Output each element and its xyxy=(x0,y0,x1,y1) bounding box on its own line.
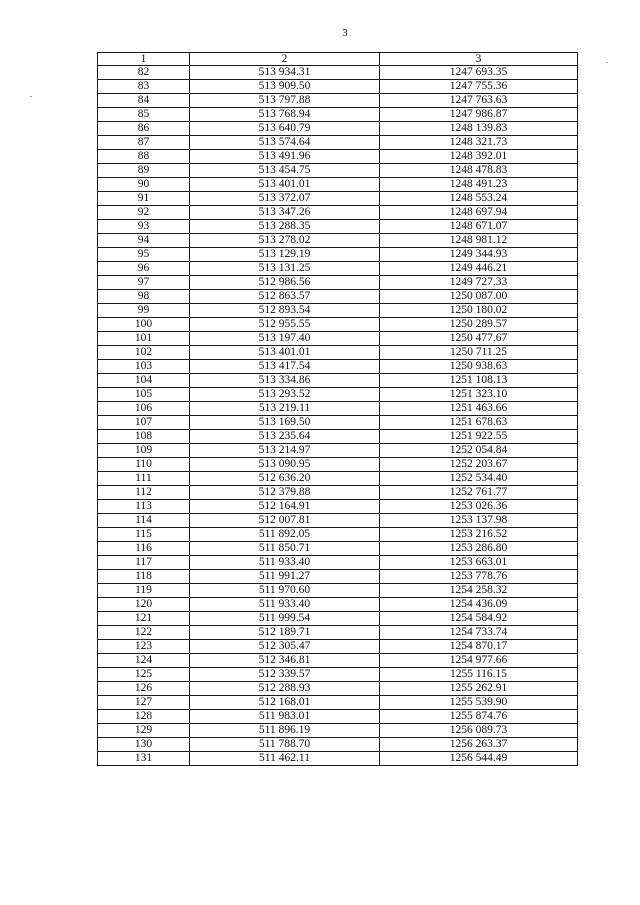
point-number-cell: 119 xyxy=(98,584,190,598)
y-coordinate-cell: 1253 286.80 xyxy=(380,542,578,556)
x-coordinate-cell: 513 197.40 xyxy=(190,332,380,346)
x-coordinate-cell: 513 401.01 xyxy=(190,178,380,192)
point-number-cell: 112 xyxy=(98,486,190,500)
y-coordinate-cell: 1249 446.21 xyxy=(380,262,578,276)
y-coordinate-cell: 1255 262.91 xyxy=(380,682,578,696)
table-row xyxy=(98,514,578,528)
table-row xyxy=(98,164,578,178)
table-row xyxy=(98,570,578,584)
y-coordinate-cell: 1255 539.90 xyxy=(380,696,578,710)
y-coordinate-cell: 1250 711.25 xyxy=(380,346,578,360)
column-header-y-coordinate: 3 xyxy=(380,53,578,66)
x-coordinate-cell: 513 417.54 xyxy=(190,360,380,374)
y-coordinate-cell: 1250 477.67 xyxy=(380,332,578,346)
x-coordinate-cell: 513 169.50 xyxy=(190,416,380,430)
table-row xyxy=(98,290,578,304)
table-row xyxy=(98,220,578,234)
point-number-cell: 91 xyxy=(98,192,190,206)
y-coordinate-cell: 1255 874.76 xyxy=(380,710,578,724)
table-row xyxy=(98,304,578,318)
point-number-cell: 130 xyxy=(98,738,190,752)
y-coordinate-cell: 1251 323.10 xyxy=(380,388,578,402)
y-coordinate-cell: 1249 727.33 xyxy=(380,276,578,290)
x-coordinate-cell: 511 933.40 xyxy=(190,556,380,570)
point-number-cell: 113 xyxy=(98,500,190,514)
table-row xyxy=(98,80,578,94)
point-number-cell: 108 xyxy=(98,430,190,444)
point-number-cell: 104 xyxy=(98,374,190,388)
y-coordinate-cell: 1253 137.98 xyxy=(380,514,578,528)
point-number-cell: 98 xyxy=(98,290,190,304)
y-coordinate-cell: 1252 203.67 xyxy=(380,458,578,472)
table-row xyxy=(98,416,578,430)
table-row xyxy=(98,724,578,738)
x-coordinate-cell: 513 219.11 xyxy=(190,402,380,416)
table-row xyxy=(98,668,578,682)
table-row xyxy=(98,528,578,542)
x-coordinate-cell: 511 991.27 xyxy=(190,570,380,584)
x-coordinate-cell: 513 090.95 xyxy=(190,458,380,472)
x-coordinate-cell: 513 131.25 xyxy=(190,262,380,276)
point-number-cell: 89 xyxy=(98,164,190,178)
y-coordinate-cell: 1247 755.36 xyxy=(380,80,578,94)
x-coordinate-cell: 511 462.11 xyxy=(190,752,380,766)
x-coordinate-cell: 512 955.55 xyxy=(190,318,380,332)
point-number-cell: 131 xyxy=(98,752,190,766)
coordinates-table xyxy=(97,52,578,766)
x-coordinate-cell: 513 768.94 xyxy=(190,108,380,122)
point-number-cell: 129 xyxy=(98,724,190,738)
y-coordinate-cell: 1256 544.49 xyxy=(380,752,578,766)
point-number-cell: 103 xyxy=(98,360,190,374)
x-coordinate-cell: 512 305.47 xyxy=(190,640,380,654)
y-coordinate-cell: 1251 463.66 xyxy=(380,402,578,416)
point-number-cell: 116 xyxy=(98,542,190,556)
y-coordinate-cell: 1252 761.77 xyxy=(380,486,578,500)
table-row xyxy=(98,654,578,668)
y-coordinate-cell: 1251 922.55 xyxy=(380,430,578,444)
y-coordinate-cell: 1250 087.00 xyxy=(380,290,578,304)
point-number-cell: 102 xyxy=(98,346,190,360)
y-coordinate-cell: 1247 986.87 xyxy=(380,108,578,122)
x-coordinate-cell: 513 454.75 xyxy=(190,164,380,178)
table-row xyxy=(98,346,578,360)
y-coordinate-cell: 1254 436.09 xyxy=(380,598,578,612)
x-coordinate-cell: 512 007.81 xyxy=(190,514,380,528)
point-number-cell: 94 xyxy=(98,234,190,248)
y-coordinate-cell: 1253 026.36 xyxy=(380,500,578,514)
y-coordinate-cell: 1248 478.83 xyxy=(380,164,578,178)
point-number-cell: 101 xyxy=(98,332,190,346)
point-number-cell: 84 xyxy=(98,94,190,108)
y-coordinate-cell: 1250 289.57 xyxy=(380,318,578,332)
point-number-cell: 100 xyxy=(98,318,190,332)
y-coordinate-cell: 1253 663.01 xyxy=(380,556,578,570)
x-coordinate-cell: 511 970.60 xyxy=(190,584,380,598)
scan-speck xyxy=(606,62,608,63)
x-coordinate-cell: 511 892.05 xyxy=(190,528,380,542)
table-row xyxy=(98,276,578,290)
y-coordinate-cell: 1254 733.74 xyxy=(380,626,578,640)
column-header-x-coordinate: 2 xyxy=(190,53,380,66)
y-coordinate-cell: 1251 108.13 xyxy=(380,374,578,388)
y-coordinate-cell: 1256 263.37 xyxy=(380,738,578,752)
table-row xyxy=(98,556,578,570)
x-coordinate-cell: 511 999.54 xyxy=(190,612,380,626)
table-header xyxy=(98,53,578,66)
table-row xyxy=(98,178,578,192)
point-number-cell: 105 xyxy=(98,388,190,402)
x-coordinate-cell: 513 278.02 xyxy=(190,234,380,248)
y-coordinate-cell: 1251 678.63 xyxy=(380,416,578,430)
x-coordinate-cell: 513 640.79 xyxy=(190,122,380,136)
x-coordinate-cell: 513 347.26 xyxy=(190,206,380,220)
table-row xyxy=(98,206,578,220)
x-coordinate-cell: 512 288.93 xyxy=(190,682,380,696)
point-number-cell: 86 xyxy=(98,122,190,136)
x-coordinate-cell: 512 636.20 xyxy=(190,472,380,486)
point-number-cell: 97 xyxy=(98,276,190,290)
x-coordinate-cell: 511 933.40 xyxy=(190,598,380,612)
table-row xyxy=(98,738,578,752)
y-coordinate-cell: 1248 139.83 xyxy=(380,122,578,136)
table-row xyxy=(98,332,578,346)
table-row xyxy=(98,584,578,598)
x-coordinate-cell: 513 909.50 xyxy=(190,80,380,94)
table-row xyxy=(98,752,578,766)
table-row xyxy=(98,108,578,122)
x-coordinate-cell: 512 346.81 xyxy=(190,654,380,668)
y-coordinate-cell: 1254 870.17 xyxy=(380,640,578,654)
point-number-cell: 127 xyxy=(98,696,190,710)
table-row xyxy=(98,192,578,206)
point-number-cell: 114 xyxy=(98,514,190,528)
table-row xyxy=(98,696,578,710)
y-coordinate-cell: 1256 089.73 xyxy=(380,724,578,738)
point-number-cell: 92 xyxy=(98,206,190,220)
y-coordinate-cell: 1250 938.63 xyxy=(380,360,578,374)
point-number-cell: 115 xyxy=(98,528,190,542)
point-number-cell: 128 xyxy=(98,710,190,724)
table-row xyxy=(98,626,578,640)
point-number-cell: 117 xyxy=(98,556,190,570)
table-row xyxy=(98,248,578,262)
table-row xyxy=(98,262,578,276)
y-coordinate-cell: 1252 054.84 xyxy=(380,444,578,458)
table-row xyxy=(98,542,578,556)
point-number-cell: 110 xyxy=(98,458,190,472)
y-coordinate-cell: 1248 392.01 xyxy=(380,150,578,164)
table-row xyxy=(98,136,578,150)
table-row xyxy=(98,486,578,500)
table-row xyxy=(98,94,578,108)
page-number: 3 xyxy=(342,27,348,39)
x-coordinate-cell: 513 235.64 xyxy=(190,430,380,444)
x-coordinate-cell: 513 574.64 xyxy=(190,136,380,150)
table-row xyxy=(98,598,578,612)
point-number-cell: 123 xyxy=(98,640,190,654)
point-number-cell: 83 xyxy=(98,80,190,94)
point-number-cell: 87 xyxy=(98,136,190,150)
point-number-cell: 82 xyxy=(98,66,190,80)
point-number-cell: 96 xyxy=(98,262,190,276)
y-coordinate-cell: 1252 534.40 xyxy=(380,472,578,486)
table-body xyxy=(98,66,578,766)
x-coordinate-cell: 513 214.97 xyxy=(190,444,380,458)
x-coordinate-cell: 513 129.19 xyxy=(190,248,380,262)
point-number-cell: 121 xyxy=(98,612,190,626)
scan-speck xyxy=(30,96,32,97)
y-coordinate-cell: 1247 763.63 xyxy=(380,94,578,108)
x-coordinate-cell: 512 339.57 xyxy=(190,668,380,682)
table-row xyxy=(98,640,578,654)
table-row xyxy=(98,122,578,136)
point-number-cell: 120 xyxy=(98,598,190,612)
y-coordinate-cell: 1248 321.73 xyxy=(380,136,578,150)
point-number-cell: 85 xyxy=(98,108,190,122)
point-number-cell: 99 xyxy=(98,304,190,318)
y-coordinate-cell: 1249 344.93 xyxy=(380,248,578,262)
point-number-cell: 93 xyxy=(98,220,190,234)
table-row xyxy=(98,612,578,626)
table-row xyxy=(98,402,578,416)
table-row xyxy=(98,388,578,402)
x-coordinate-cell: 513 401.01 xyxy=(190,346,380,360)
x-coordinate-cell: 512 986.56 xyxy=(190,276,380,290)
y-coordinate-cell: 1248 553.24 xyxy=(380,192,578,206)
y-coordinate-cell: 1255 116.15 xyxy=(380,668,578,682)
x-coordinate-cell: 513 491.96 xyxy=(190,150,380,164)
x-coordinate-cell: 513 372.07 xyxy=(190,192,380,206)
table-row xyxy=(98,458,578,472)
x-coordinate-cell: 512 379.88 xyxy=(190,486,380,500)
x-coordinate-cell: 513 293.52 xyxy=(190,388,380,402)
x-coordinate-cell: 511 983.01 xyxy=(190,710,380,724)
x-coordinate-cell: 512 189.71 xyxy=(190,626,380,640)
y-coordinate-cell: 1254 258.32 xyxy=(380,584,578,598)
x-coordinate-cell: 511 788.70 xyxy=(190,738,380,752)
point-number-cell: 111 xyxy=(98,472,190,486)
table-row xyxy=(98,318,578,332)
table-row xyxy=(98,682,578,696)
point-number-cell: 88 xyxy=(98,150,190,164)
y-coordinate-cell: 1253 216.52 xyxy=(380,528,578,542)
table-row xyxy=(98,374,578,388)
x-coordinate-cell: 511 896.19 xyxy=(190,724,380,738)
point-number-cell: 124 xyxy=(98,654,190,668)
table-row xyxy=(98,234,578,248)
coordinates-table-container xyxy=(97,52,577,766)
table-row xyxy=(98,444,578,458)
table-row xyxy=(98,360,578,374)
point-number-cell: 122 xyxy=(98,626,190,640)
y-coordinate-cell: 1248 671.07 xyxy=(380,220,578,234)
y-coordinate-cell: 1248 491.23 xyxy=(380,178,578,192)
table-row xyxy=(98,472,578,486)
x-coordinate-cell: 513 334.86 xyxy=(190,374,380,388)
column-header-point-number: 1 xyxy=(98,53,190,66)
table-row xyxy=(98,430,578,444)
table-row xyxy=(98,150,578,164)
y-coordinate-cell: 1248 697.94 xyxy=(380,206,578,220)
y-coordinate-cell: 1250 180.02 xyxy=(380,304,578,318)
point-number-cell: 126 xyxy=(98,682,190,696)
x-coordinate-cell: 512 893.54 xyxy=(190,304,380,318)
x-coordinate-cell: 512 164.91 xyxy=(190,500,380,514)
point-number-cell: 107 xyxy=(98,416,190,430)
x-coordinate-cell: 512 863.57 xyxy=(190,290,380,304)
point-number-cell: 109 xyxy=(98,444,190,458)
x-coordinate-cell: 512 168.01 xyxy=(190,696,380,710)
table-row xyxy=(98,710,578,724)
point-number-cell: 125 xyxy=(98,668,190,682)
y-coordinate-cell: 1247 693.35 xyxy=(380,66,578,80)
table-row xyxy=(98,66,578,80)
point-number-cell: 118 xyxy=(98,570,190,584)
point-number-cell: 95 xyxy=(98,248,190,262)
point-number-cell: 106 xyxy=(98,402,190,416)
x-coordinate-cell: 511 850.71 xyxy=(190,542,380,556)
x-coordinate-cell: 513 288.35 xyxy=(190,220,380,234)
y-coordinate-cell: 1253 778.76 xyxy=(380,570,578,584)
y-coordinate-cell: 1254 584.92 xyxy=(380,612,578,626)
point-number-cell: 90 xyxy=(98,178,190,192)
table-row xyxy=(98,500,578,514)
header-row xyxy=(98,53,578,66)
x-coordinate-cell: 513 934.31 xyxy=(190,66,380,80)
y-coordinate-cell: 1254 977.66 xyxy=(380,654,578,668)
y-coordinate-cell: 1248 981.12 xyxy=(380,234,578,248)
x-coordinate-cell: 513 797.88 xyxy=(190,94,380,108)
